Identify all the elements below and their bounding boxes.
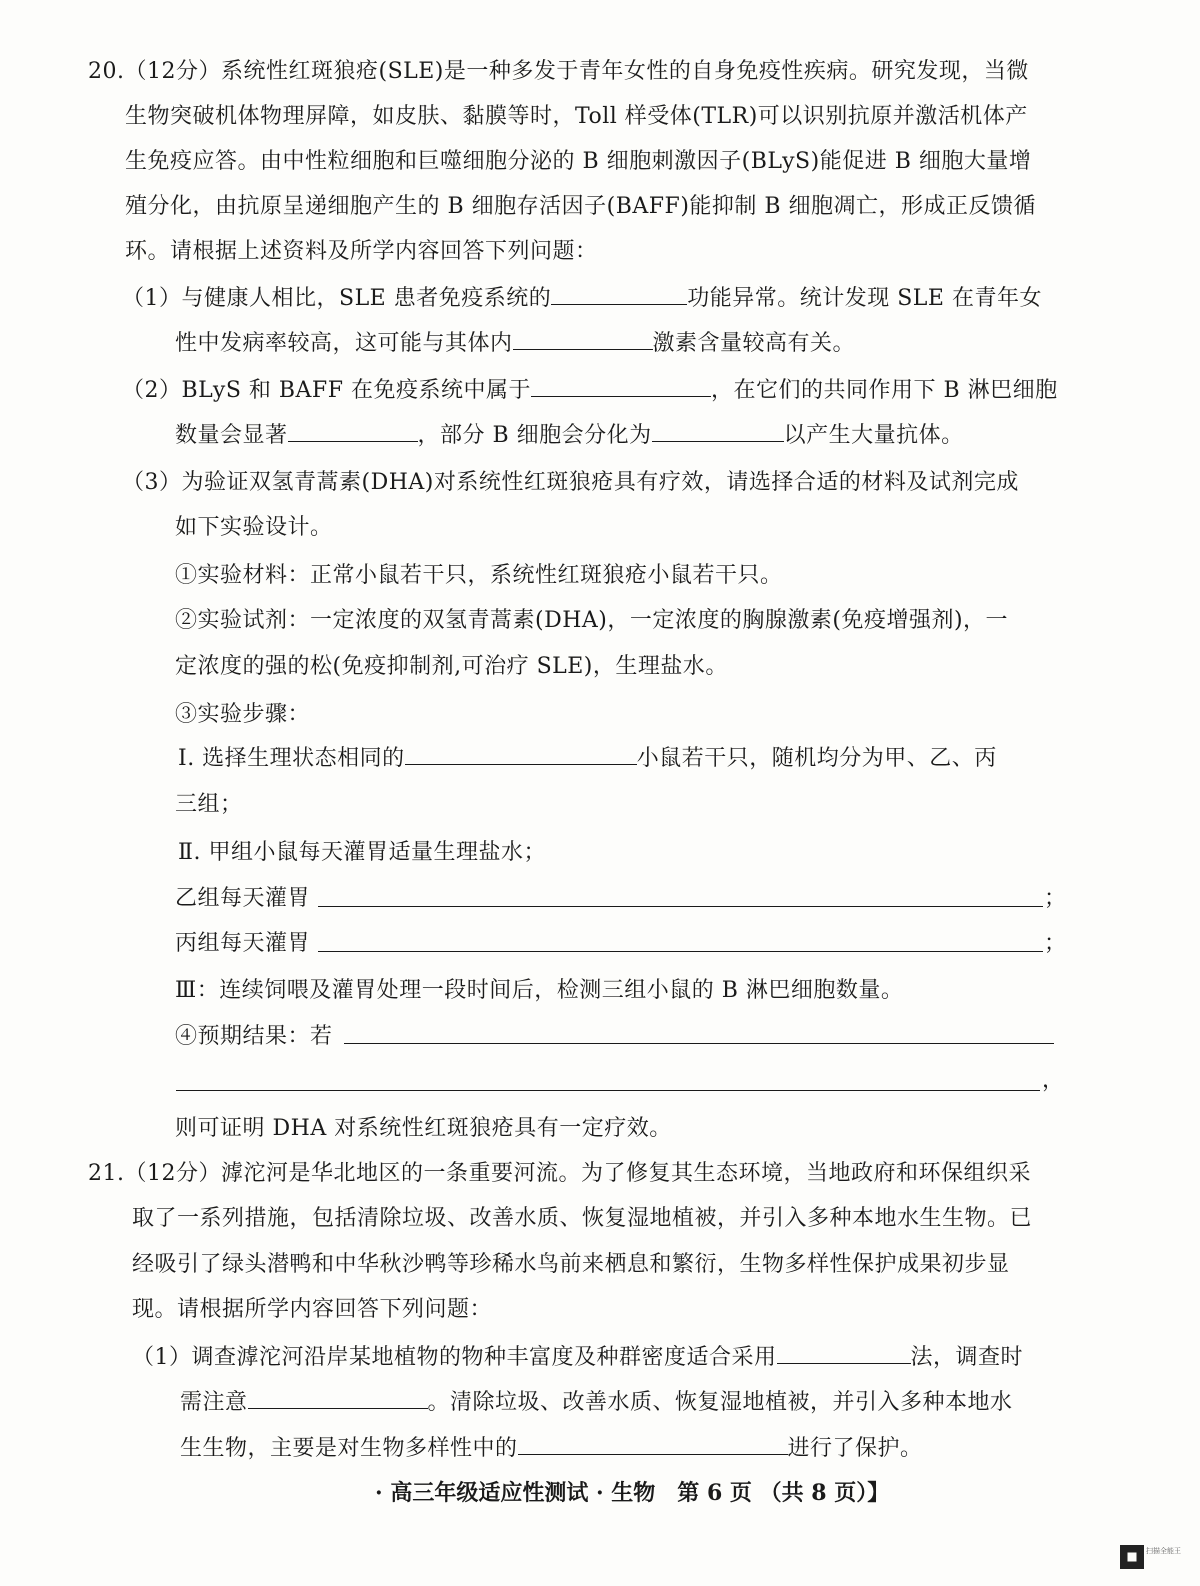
q20-part2-line1 bbox=[122, 376, 1058, 406]
answer-blank-2[interactable] bbox=[513, 329, 653, 350]
q20-part2-text-c: 数量会显著 bbox=[175, 423, 288, 448]
answer-blank-13[interactable] bbox=[518, 1434, 788, 1455]
q21-part1-text-a: （1）调查滹沱河沿岸某地植物的物种丰富度及种群密度适合采用 bbox=[132, 1345, 777, 1370]
materials-line: ①实验材料：正常小鼠若干只，系统性红斑狼疮小鼠若干只。 bbox=[175, 563, 783, 588]
qr-code-icon bbox=[1120, 1545, 1144, 1569]
q20-part1-line2 bbox=[175, 329, 855, 359]
answer-blank-9[interactable] bbox=[344, 1043, 1054, 1044]
answer-blank-4[interactable] bbox=[288, 421, 418, 442]
q20-part2-text-a: （2）BLyS 和 BAFF 在免疫系统中属于 bbox=[122, 378, 531, 403]
q21-line-4: 现。请根据所学内容回答下列问题： bbox=[132, 1297, 493, 1322]
q21-part1-text-d: 。清除垃圾、改善水质、恢复湿地植被，并引入多种本地水 bbox=[427, 1390, 1013, 1415]
step3-line: Ⅲ：连续饲喂及灌胃处理一段时间后，检测三组小鼠的 B 淋巴细胞数量。 bbox=[175, 978, 904, 1003]
q20-line-2: 生物突破机体物理屏障，如皮肤、黏膜等时，Toll 样受体(TLR)可以识别抗原并激活机体产 bbox=[125, 104, 1028, 129]
q20-part3-line1: （3）为验证双氢青蒿素(DHA)对系统性红斑狼疮具有疗效，请选择合适的材料及试剂完成 bbox=[122, 470, 1019, 495]
q21-line-2: 取了一系列措施，包括清除垃圾、改善水质、恢复湿地植被，并引入多种本地水生生物。已 bbox=[132, 1206, 1033, 1231]
reagents-line-2: 定浓度的强的松(免疫抑制剂,可治疗 SLE)，生理盐水。 bbox=[175, 654, 728, 679]
answer-blank-10[interactable] bbox=[176, 1090, 1040, 1091]
q20-part1-line1 bbox=[122, 284, 1042, 314]
step2-group-bing-label: 丙组每天灌胃 bbox=[175, 931, 311, 956]
answer-blank-7[interactable] bbox=[318, 906, 1043, 907]
scanner-watermark: 扫描全能王 bbox=[1146, 1547, 1181, 1555]
expected-result-label: ④预期结果：若 bbox=[175, 1024, 333, 1049]
answer-blank-11[interactable] bbox=[777, 1343, 911, 1364]
step1-text-b: 小鼠若干只，随机均分为甲、乙、丙 bbox=[636, 746, 997, 771]
q20-line-3: 生免疫应答。由中性粒细胞和巨噬细胞分泌的 B 细胞刺激因子(BLyS)能促进 B 细胞大量增 bbox=[125, 149, 1032, 174]
step2-line1: Ⅱ. 甲组小鼠每天灌胃适量生理盐水； bbox=[178, 840, 546, 865]
semicolon-2: ； bbox=[1044, 931, 1067, 956]
answer-blank-1[interactable] bbox=[551, 284, 687, 305]
answer-blank-12[interactable] bbox=[248, 1388, 428, 1409]
step1-text-a: Ⅰ. 选择生理状态相同的 bbox=[178, 746, 405, 771]
reagents-line-1: ②实验试剂：一定浓度的双氢青蒿素(DHA)，一定浓度的胸腺激素(免疫增强剂)，一 bbox=[175, 608, 1009, 633]
q21-part1-text-e: 生生物，主要是对生物多样性中的 bbox=[180, 1436, 518, 1461]
q21-line-1: 21.（12分）滹沱河是华北地区的一条重要河流。为了修复其生态环境，当地政府和环保组织采 bbox=[88, 1161, 1031, 1186]
q20-line-4: 殖分化，由抗原呈递细胞产生的 B 细胞存活因子(BAFF)能抑制 B 细胞凋亡，形成正反馈循 bbox=[125, 194, 1037, 219]
conclusion-line: 则可证明 DHA 对系统性红斑狼疮具有一定疗效。 bbox=[175, 1116, 672, 1141]
q21-part1-line3 bbox=[180, 1434, 923, 1464]
comma-mark: ， bbox=[1042, 1068, 1065, 1093]
q20-line-1: 20.（12分）系统性红斑狼疮(SLE)是一种多发于青年女性的自身免疫性疾病。研究发现，当微 bbox=[88, 59, 1029, 84]
q21-part1-text-f: 进行了保护。 bbox=[787, 1436, 923, 1461]
q20-part1-text-c: 性中发病率较高，这可能与其体内 bbox=[175, 331, 513, 356]
q20-part2-line2 bbox=[175, 421, 964, 451]
answer-blank-3[interactable] bbox=[531, 376, 711, 397]
q21-part1-line1 bbox=[132, 1343, 1023, 1373]
steps-heading: ③实验步骤： bbox=[175, 702, 311, 727]
q21-part1-text-c: 需注意 bbox=[180, 1390, 248, 1415]
answer-blank-8[interactable] bbox=[318, 951, 1043, 952]
step2-group-yi-label: 乙组每天灌胃 bbox=[175, 886, 311, 911]
step1-line1 bbox=[178, 744, 997, 774]
q21-part1-line2 bbox=[180, 1388, 1013, 1418]
q21-part1-text-b: 法，调查时 bbox=[910, 1345, 1024, 1370]
q20-line-5: 环。请根据上述资料及所学内容回答下列问题： bbox=[125, 239, 598, 264]
answer-blank-6[interactable] bbox=[405, 744, 637, 765]
semicolon-1: ； bbox=[1044, 886, 1067, 911]
q20-part2-text-b: ，在它们的共同作用下 B 淋巴细胞 bbox=[710, 378, 1058, 403]
q20-part1-text-d: 激素含量较高有关。 bbox=[652, 331, 856, 356]
q20-part2-text-d: ，部分 B 细胞会分化为 bbox=[417, 423, 652, 448]
q20-part1-text-b: 功能异常。统计发现 SLE 在青年女 bbox=[687, 286, 1042, 311]
answer-blank-5[interactable] bbox=[652, 421, 784, 442]
page-footer: · 高三年级适应性测试 · 生物 第 6 页 （共 8 页）】 bbox=[375, 1480, 890, 1506]
step1-line2: 三组； bbox=[175, 792, 243, 817]
q21-line-3: 经吸引了绿头潜鸭和中华秋沙鸭等珍稀水鸟前来栖息和繁衍，生物多样性保护成果初步显 bbox=[132, 1252, 1010, 1277]
q20-part2-text-e: 以产生大量抗体。 bbox=[783, 423, 964, 448]
q20-part1-text-a: （1）与健康人相比，SLE 患者免疫系统的 bbox=[122, 286, 552, 311]
q20-part3-line2: 如下实验设计。 bbox=[175, 515, 333, 540]
